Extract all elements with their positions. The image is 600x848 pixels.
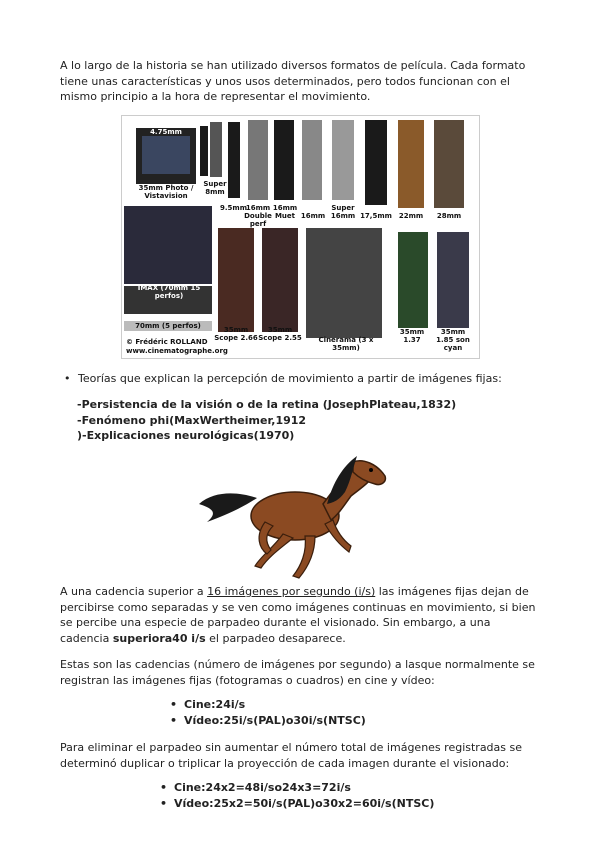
text-run: el parpadeo desaparece. — [205, 631, 346, 645]
figure-label: 16mm Double perf — [244, 204, 272, 228]
figure-label: 35mm 1.85 son cyan — [436, 328, 470, 352]
figure-label: 16mm — [300, 212, 326, 220]
figure-label: Cinerama (3 x 35mm) — [318, 336, 374, 352]
film-strip — [365, 120, 387, 205]
figure-label: IMAX (70mm 15 perfos) — [137, 284, 201, 300]
list-item: • Cine:24x2=48i/so24x3=72i/s — [160, 780, 434, 796]
figure-label: 35mm 1.37 — [399, 328, 425, 344]
film-strip — [200, 126, 208, 176]
figure-label: 4.75mm — [150, 128, 182, 136]
film-strip — [262, 228, 298, 332]
figure-label: 9.5mm — [220, 204, 247, 212]
theories-list — [77, 397, 456, 444]
film-strip — [218, 228, 254, 332]
figure-credit: www.cinematographe.org — [126, 347, 228, 355]
film-strip — [274, 120, 294, 200]
list-item: • Teorías que explican la percepción de movimiento a partir de imágenes fijas: — [64, 371, 544, 387]
text-run: superiora40 i/s — [112, 631, 206, 645]
multiplied-cadences-list — [160, 780, 434, 812]
figure-label: Super 16mm — [330, 204, 356, 220]
film-strip — [302, 120, 322, 200]
film-strip — [124, 206, 212, 284]
figure-label: 35mm Scope 2.55 — [258, 326, 302, 342]
film-formats-image — [121, 115, 480, 359]
theories-bullet-list — [64, 371, 544, 387]
cadences-list — [170, 697, 366, 729]
text-run: 16 imágenes por segundo (i/s) — [207, 585, 376, 598]
figure-label: 17,5mm — [360, 212, 392, 220]
film-strip — [136, 128, 196, 184]
theory-item: -Fenómeno phi(MaxWertheimer,1912 — [77, 413, 307, 427]
intro-paragraph: A lo largo de la historia se han utilizado diversos formatos de película. Cada formato tiene unas características y unos usos determinados, pero todos funcionan con el mismo principio a la hora de representar el movimiento. — [60, 59, 526, 103]
figure-label: 28mm — [436, 212, 462, 220]
figure-label: 35mm Photo / Vistavision — [138, 184, 194, 200]
running-horse-illustration — [195, 452, 395, 584]
figure-label: 22mm — [398, 212, 424, 220]
list-item: • Vídeo:25x2=50i/s(PAL)o30x2=60i/s(NTSC) — [160, 796, 434, 812]
film-strip — [398, 232, 428, 328]
film-frame — [142, 136, 190, 174]
figure-label: Super 8mm — [203, 180, 227, 196]
film-strip — [398, 120, 424, 208]
figure-label: 70mm (5 perfos) — [135, 322, 201, 330]
text-run: A una cadencia superior a — [60, 585, 208, 598]
film-strip — [332, 120, 354, 200]
list-item: • Vídeo:25i/s(PAL)o30i/s(NTSC) — [170, 713, 366, 729]
list-item: • Cine:24i/s — [170, 697, 366, 713]
figure-label: 16mm Muet — [272, 204, 298, 220]
flicker-paragraph: Para eliminar el parpadeo sin aumentar el número total de imágenes registradas se determinó duplicar o triplicar la proyección de cada imagen durante el visionado: — [60, 741, 523, 770]
film-strip — [434, 120, 464, 208]
theory-item: )-Explicaciones neurológicas(1970) — [77, 429, 295, 442]
theory-item: -Persistencia de la visión o de la retina (JosephPlateau,1832) — [77, 398, 457, 411]
film-strip — [248, 120, 268, 200]
text-run: las imágenes fijas dejan de percibirse como separadas y se ven como imágenes continuas en movimiento, si bien se percibe una especie de parpadeo durante el visionado. Sin embargo, a una cadencia — [60, 585, 536, 645]
figure-label: 35mm Scope 2.66 — [214, 326, 258, 342]
film-strip — [210, 122, 222, 177]
figure-credit: © Frédéric ROLLAND — [126, 338, 208, 346]
film-strip — [306, 228, 382, 338]
film-strip — [437, 232, 469, 328]
cadence-paragraph — [60, 584, 540, 646]
cadences-paragraph: Estas son las cadencias (número de imágenes por segundo) a lasque normalmente se registran las imágenes fijas (fotogramas o cuadros) en cine y vídeo: — [60, 658, 535, 687]
